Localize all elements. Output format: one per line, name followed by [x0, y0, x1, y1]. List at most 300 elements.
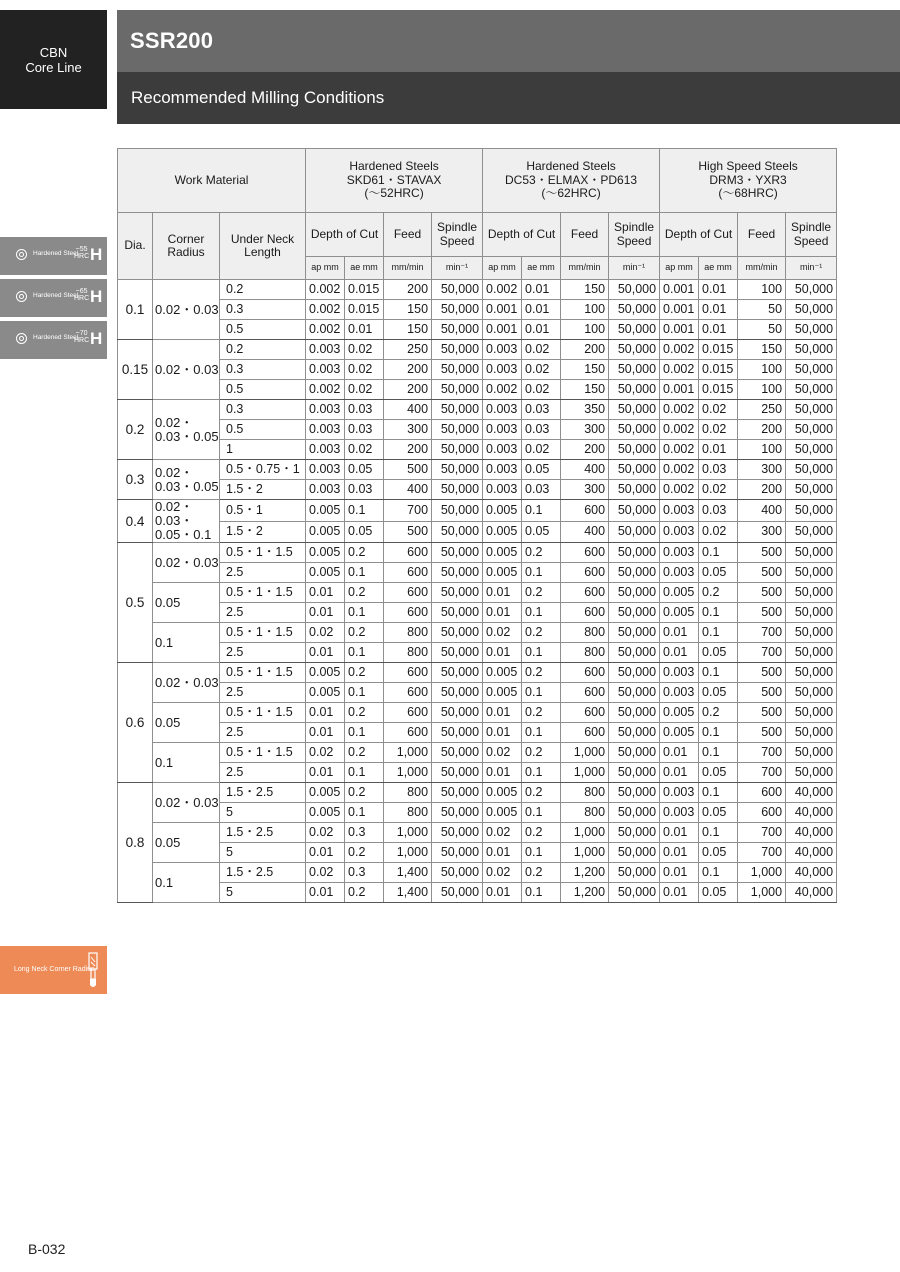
under-neck-cell: 1 [220, 440, 306, 460]
feed-cell: 700 [738, 623, 786, 643]
feed-cell: 600 [384, 723, 432, 743]
side-tab-grade: H [90, 329, 103, 348]
ae-cell: 0.01 [522, 300, 561, 320]
ae-cell: 0.1 [522, 843, 561, 863]
ap-cell: 0.02 [306, 743, 345, 763]
speed-cell: 50,000 [432, 583, 483, 603]
side-tab-grade: H [90, 245, 103, 264]
ap-cell: 0.01 [306, 583, 345, 603]
feed-cell: 300 [384, 420, 432, 440]
ae-cell: 0.1 [522, 723, 561, 743]
table-row [118, 583, 837, 603]
feed-cell: 400 [561, 460, 609, 480]
side-tab-hardened-70[interactable] [0, 321, 107, 359]
speed-cell: 50,000 [432, 563, 483, 583]
ae-unit: ae mm [699, 257, 738, 280]
ae-cell: 0.1 [522, 803, 561, 823]
ap-cell: 0.005 [306, 663, 345, 683]
table-row [118, 360, 837, 380]
feed-cell: 600 [561, 603, 609, 623]
ap-cell: 0.001 [483, 320, 522, 340]
feed-header: Feed [738, 213, 786, 257]
ae-unit: ae mm [522, 257, 561, 280]
feed-cell: 600 [561, 663, 609, 683]
ae-cell: 0.015 [345, 280, 384, 300]
speed-cell: 40,000 [786, 863, 837, 883]
under-neck-cell: 0.5・1・1.5 [220, 623, 306, 643]
speed-cell: 50,000 [609, 603, 660, 623]
speed-cell: 50,000 [609, 320, 660, 340]
ap-cell: 0.003 [306, 360, 345, 380]
ap-cell: 0.002 [660, 400, 699, 420]
ap-cell: 0.01 [306, 723, 345, 743]
ap-cell: 0.005 [660, 583, 699, 603]
material-header: Hardened Steels DC53・ELMAX・PD613 (〜62HRC) [483, 149, 660, 213]
speed-cell: 50,000 [786, 420, 837, 440]
ap-cell: 0.003 [483, 480, 522, 500]
speed-unit: min⁻¹ [786, 257, 837, 280]
ae-cell: 0.2 [345, 843, 384, 863]
feed-cell: 600 [384, 543, 432, 563]
speed-cell: 50,000 [432, 623, 483, 643]
feed-cell: 600 [561, 583, 609, 603]
ap-cell: 0.002 [483, 380, 522, 400]
under-neck-cell: 2.5 [220, 643, 306, 663]
table-row [118, 380, 837, 400]
feed-cell: 600 [561, 563, 609, 583]
feed-cell: 1,000 [384, 763, 432, 783]
feed-cell: 700 [384, 500, 432, 522]
corner-radius-cell: 0.1 [153, 743, 220, 783]
ae-cell: 0.2 [345, 743, 384, 763]
speed-cell: 50,000 [432, 643, 483, 663]
speed-cell: 50,000 [786, 320, 837, 340]
corner-radius-cell: 0.02・0.03・0.05 [153, 460, 220, 500]
under-neck-cell: 2.5 [220, 563, 306, 583]
ae-cell: 0.01 [699, 280, 738, 300]
side-tab-label: Hardened Steel [33, 334, 79, 341]
ae-cell: 0.1 [522, 500, 561, 522]
feed-cell: 1,000 [384, 843, 432, 863]
ap-cell: 0.005 [660, 603, 699, 623]
feed-cell: 200 [384, 440, 432, 460]
table-row [118, 863, 837, 883]
ap-cell: 0.005 [483, 543, 522, 563]
feed-cell: 500 [738, 563, 786, 583]
feed-cell: 150 [384, 300, 432, 320]
feed-cell: 1,000 [561, 763, 609, 783]
ap-cell: 0.001 [660, 280, 699, 300]
speed-cell: 50,000 [786, 543, 837, 563]
side-tab-range: ~70 HRC [74, 330, 90, 344]
side-tab-label: Hardened Steel [33, 250, 79, 257]
long-neck-tab[interactable] [0, 946, 107, 994]
speed-cell: 50,000 [786, 623, 837, 643]
speed-cell: 50,000 [432, 440, 483, 460]
side-tab-hardened-55[interactable] [0, 237, 107, 275]
feed-cell: 150 [384, 320, 432, 340]
ae-cell: 0.03 [522, 420, 561, 440]
speed-cell: 50,000 [432, 400, 483, 420]
ae-cell: 0.05 [699, 683, 738, 703]
speed-cell: 50,000 [432, 603, 483, 623]
page-title: SSR200 [130, 28, 214, 53]
feed-cell: 500 [738, 603, 786, 623]
speed-cell: 50,000 [432, 320, 483, 340]
feed-cell: 400 [384, 400, 432, 420]
feed-cell: 200 [738, 480, 786, 500]
speed-cell: 50,000 [609, 703, 660, 723]
speed-cell: 50,000 [609, 803, 660, 823]
feed-cell: 50 [738, 320, 786, 340]
feed-cell: 1,400 [384, 883, 432, 903]
under-neck-cell: 0.2 [220, 280, 306, 300]
feed-cell: 100 [561, 300, 609, 320]
ap-cell: 0.002 [306, 380, 345, 400]
ae-cell: 0.02 [522, 340, 561, 360]
ap-cell: 0.01 [306, 763, 345, 783]
speed-unit: min⁻¹ [432, 257, 483, 280]
ae-cell: 0.05 [522, 521, 561, 543]
corner-radius-cell: 0.1 [153, 863, 220, 903]
speed-cell: 50,000 [786, 300, 837, 320]
feed-cell: 500 [384, 521, 432, 543]
ae-cell: 0.1 [522, 883, 561, 903]
feed-cell: 300 [738, 521, 786, 543]
ae-cell: 0.2 [522, 743, 561, 763]
ae-cell: 0.1 [345, 500, 384, 522]
material-header: Hardened Steels SKD61・STAVAX (〜52HRC) [306, 149, 483, 213]
feed-cell: 700 [738, 823, 786, 843]
category-line-1: CBN [39, 45, 68, 60]
spindle-speed-header: Spindle Speed [432, 213, 483, 257]
table-row [118, 883, 837, 903]
ae-cell: 0.02 [345, 440, 384, 460]
ae-cell: 0.1 [522, 563, 561, 583]
feed-cell: 500 [738, 543, 786, 563]
speed-cell: 50,000 [609, 683, 660, 703]
under-neck-cell: 0.2 [220, 340, 306, 360]
speed-cell: 50,000 [609, 460, 660, 480]
speed-cell: 50,000 [432, 823, 483, 843]
feed-cell: 500 [738, 703, 786, 723]
ae-cell: 0.03 [522, 400, 561, 420]
ap-cell: 0.01 [483, 723, 522, 743]
ap-cell: 0.01 [660, 743, 699, 763]
ap-cell: 0.005 [660, 703, 699, 723]
feed-cell: 200 [561, 340, 609, 360]
ae-cell: 0.05 [345, 460, 384, 480]
speed-cell: 50,000 [432, 300, 483, 320]
under-neck-cell: 1.5・2.5 [220, 823, 306, 843]
speed-cell: 50,000 [609, 521, 660, 543]
feed-cell: 600 [561, 723, 609, 743]
ap-cell: 0.001 [483, 300, 522, 320]
ap-cell: 0.003 [306, 480, 345, 500]
ae-cell: 0.02 [522, 360, 561, 380]
ae-cell: 0.3 [345, 863, 384, 883]
ap-cell: 0.005 [306, 500, 345, 522]
feed-cell: 1,000 [561, 823, 609, 843]
feed-cell: 100 [738, 380, 786, 400]
speed-cell: 50,000 [609, 300, 660, 320]
feed-cell: 600 [561, 500, 609, 522]
ae-cell: 0.2 [345, 623, 384, 643]
speed-cell: 50,000 [786, 663, 837, 683]
ae-cell: 0.03 [345, 480, 384, 500]
ae-cell: 0.2 [522, 663, 561, 683]
speed-cell: 50,000 [609, 663, 660, 683]
table-row [118, 783, 837, 803]
feed-cell: 800 [561, 783, 609, 803]
ap-cell: 0.005 [483, 683, 522, 703]
ae-cell: 0.015 [699, 360, 738, 380]
ae-cell: 0.02 [699, 480, 738, 500]
feed-unit: mm/min [561, 257, 609, 280]
speed-cell: 50,000 [786, 400, 837, 420]
table-row [118, 420, 837, 440]
page-number: B-032 [28, 1241, 66, 1257]
ae-cell: 0.2 [345, 783, 384, 803]
speed-cell: 50,000 [432, 500, 483, 522]
speed-cell: 50,000 [786, 380, 837, 400]
speed-cell: 50,000 [432, 280, 483, 300]
feed-cell: 600 [738, 783, 786, 803]
feed-cell: 1,400 [384, 863, 432, 883]
table-row [118, 500, 837, 522]
feed-cell: 100 [738, 360, 786, 380]
side-tab-hardened-65[interactable] [0, 279, 107, 317]
feed-cell: 800 [561, 803, 609, 823]
ap-cell: 0.005 [306, 521, 345, 543]
ae-cell: 0.1 [345, 803, 384, 823]
dia-cell: 0.8 [118, 783, 153, 903]
feed-cell: 600 [561, 683, 609, 703]
subtitle-bar [117, 72, 900, 124]
ae-cell: 0.02 [522, 440, 561, 460]
ae-cell: 0.1 [699, 623, 738, 643]
ap-cell: 0.01 [660, 643, 699, 663]
feed-cell: 700 [738, 643, 786, 663]
page-subtitle: Recommended Milling Conditions [131, 88, 385, 107]
under-neck-cell: 0.5・1・1.5 [220, 663, 306, 683]
ap-cell: 0.005 [483, 500, 522, 522]
speed-cell: 50,000 [786, 280, 837, 300]
category-tab [0, 10, 107, 109]
feed-cell: 150 [561, 280, 609, 300]
ae-cell: 0.1 [345, 643, 384, 663]
speed-cell: 40,000 [786, 823, 837, 843]
ae-cell: 0.1 [345, 683, 384, 703]
ap-cell: 0.003 [660, 783, 699, 803]
ap-cell: 0.02 [483, 823, 522, 843]
table-row [118, 300, 837, 320]
speed-cell: 50,000 [432, 763, 483, 783]
ae-cell: 0.05 [699, 763, 738, 783]
ae-cell: 0.01 [522, 320, 561, 340]
speed-cell: 50,000 [432, 783, 483, 803]
speed-cell: 50,000 [432, 883, 483, 903]
feed-cell: 500 [738, 583, 786, 603]
ap-cell: 0.01 [483, 643, 522, 663]
ae-cell: 0.1 [699, 543, 738, 563]
speed-cell: 50,000 [786, 683, 837, 703]
feed-cell: 600 [561, 543, 609, 563]
feed-cell: 350 [561, 400, 609, 420]
dia-cell: 0.6 [118, 663, 153, 783]
under-neck-cell: 2.5 [220, 603, 306, 623]
ae-cell: 0.1 [699, 603, 738, 623]
ap-cell: 0.003 [306, 340, 345, 360]
ae-cell: 0.02 [345, 380, 384, 400]
speed-cell: 50,000 [786, 643, 837, 663]
speed-cell: 50,000 [609, 783, 660, 803]
corner-radius-cell: 0.02・0.03 [153, 280, 220, 340]
ap-unit: ap mm [483, 257, 522, 280]
ap-cell: 0.003 [660, 663, 699, 683]
ap-cell: 0.001 [660, 300, 699, 320]
feed-cell: 500 [738, 663, 786, 683]
speed-cell: 50,000 [786, 480, 837, 500]
depth-of-cut-header: Depth of Cut [660, 213, 738, 257]
spindle-speed-header: Spindle Speed [609, 213, 660, 257]
ap-cell: 0.005 [483, 663, 522, 683]
speed-cell: 50,000 [432, 863, 483, 883]
speed-cell: 50,000 [786, 763, 837, 783]
ae-cell: 0.01 [345, 320, 384, 340]
speed-cell: 50,000 [786, 583, 837, 603]
ap-cell: 0.02 [306, 823, 345, 843]
corner-radius-cell: 0.05 [153, 823, 220, 863]
under-neck-cell: 0.3 [220, 360, 306, 380]
speed-cell: 50,000 [786, 460, 837, 480]
speed-cell: 50,000 [609, 623, 660, 643]
under-neck-cell: 1.5・2.5 [220, 863, 306, 883]
ap-cell: 0.005 [306, 543, 345, 563]
feed-cell: 600 [384, 563, 432, 583]
feed-unit: mm/min [384, 257, 432, 280]
table-row [118, 320, 837, 340]
ae-cell: 0.05 [345, 521, 384, 543]
table-row [118, 763, 837, 783]
feed-cell: 200 [384, 280, 432, 300]
ae-unit: ae mm [345, 257, 384, 280]
ap-cell: 0.003 [306, 440, 345, 460]
under-neck-cell: 0.5・1・1.5 [220, 703, 306, 723]
speed-cell: 50,000 [609, 723, 660, 743]
feed-cell: 800 [561, 643, 609, 663]
ap-cell: 0.003 [660, 521, 699, 543]
ap-cell: 0.002 [306, 300, 345, 320]
ae-cell: 0.03 [345, 420, 384, 440]
feed-cell: 1,000 [738, 883, 786, 903]
speed-cell: 50,000 [432, 683, 483, 703]
ap-cell: 0.003 [660, 683, 699, 703]
feed-cell: 200 [561, 440, 609, 460]
material-header: High Speed Steels DRM3・YXR3 (〜68HRC) [660, 149, 837, 213]
ae-cell: 0.2 [522, 783, 561, 803]
ap-cell: 0.005 [660, 723, 699, 743]
speed-cell: 50,000 [786, 603, 837, 623]
ae-cell: 0.1 [522, 683, 561, 703]
dia-cell: 0.5 [118, 543, 153, 663]
dia-cell: 0.4 [118, 500, 153, 543]
speed-cell: 50,000 [786, 360, 837, 380]
under-neck-cell: 2.5 [220, 723, 306, 743]
ap-cell: 0.02 [483, 743, 522, 763]
feed-cell: 250 [384, 340, 432, 360]
side-tab-range: ~65 HRC [74, 288, 90, 302]
speed-cell: 50,000 [609, 280, 660, 300]
speed-cell: 50,000 [432, 460, 483, 480]
table-row [118, 563, 837, 583]
speed-cell: 50,000 [786, 500, 837, 522]
feed-cell: 100 [738, 440, 786, 460]
under-neck-cell: 5 [220, 843, 306, 863]
feed-cell: 200 [384, 360, 432, 380]
feed-cell: 600 [738, 803, 786, 823]
dia-cell: 0.2 [118, 400, 153, 460]
ap-cell: 0.01 [660, 823, 699, 843]
ap-cell: 0.01 [660, 623, 699, 643]
table-row [118, 480, 837, 500]
under-neck-cell: 2.5 [220, 683, 306, 703]
under-neck-cell: 1.5・2.5 [220, 783, 306, 803]
ap-cell: 0.005 [306, 783, 345, 803]
speed-cell: 40,000 [786, 883, 837, 903]
ae-cell: 0.2 [345, 703, 384, 723]
dia-cell: 0.1 [118, 280, 153, 340]
side-tab-label: Hardened Steel [33, 292, 79, 299]
ap-cell: 0.01 [483, 883, 522, 903]
ap-cell: 0.01 [483, 703, 522, 723]
ae-cell: 0.03 [699, 460, 738, 480]
ap-cell: 0.01 [306, 883, 345, 903]
ap-cell: 0.003 [660, 500, 699, 522]
speed-cell: 50,000 [609, 480, 660, 500]
table-row [118, 703, 837, 723]
ae-cell: 0.1 [345, 603, 384, 623]
ae-cell: 0.1 [699, 863, 738, 883]
ap-cell: 0.002 [660, 420, 699, 440]
feed-cell: 800 [384, 803, 432, 823]
ae-cell: 0.05 [522, 460, 561, 480]
corner-radius-cell: 0.02・0.03 [153, 663, 220, 703]
ap-cell: 0.001 [660, 380, 699, 400]
speed-cell: 50,000 [432, 663, 483, 683]
ap-cell: 0.02 [483, 863, 522, 883]
corner-radius-cell: 0.02・0.03 [153, 340, 220, 400]
feed-header: Feed [384, 213, 432, 257]
ae-cell: 0.1 [345, 763, 384, 783]
speed-cell: 50,000 [432, 380, 483, 400]
depth-of-cut-header: Depth of Cut [306, 213, 384, 257]
feed-cell: 1,200 [561, 863, 609, 883]
feed-cell: 700 [738, 843, 786, 863]
ae-cell: 0.1 [699, 723, 738, 743]
speed-cell: 50,000 [609, 500, 660, 522]
speed-cell: 50,000 [786, 340, 837, 360]
ae-cell: 0.02 [345, 340, 384, 360]
ae-cell: 0.2 [522, 863, 561, 883]
ap-cell: 0.01 [660, 843, 699, 863]
feed-cell: 800 [384, 643, 432, 663]
under-neck-cell: 0.5・1 [220, 500, 306, 522]
feed-cell: 200 [384, 380, 432, 400]
speed-cell: 50,000 [786, 703, 837, 723]
category-line-2: Core Line [25, 60, 82, 75]
feed-cell: 600 [384, 603, 432, 623]
